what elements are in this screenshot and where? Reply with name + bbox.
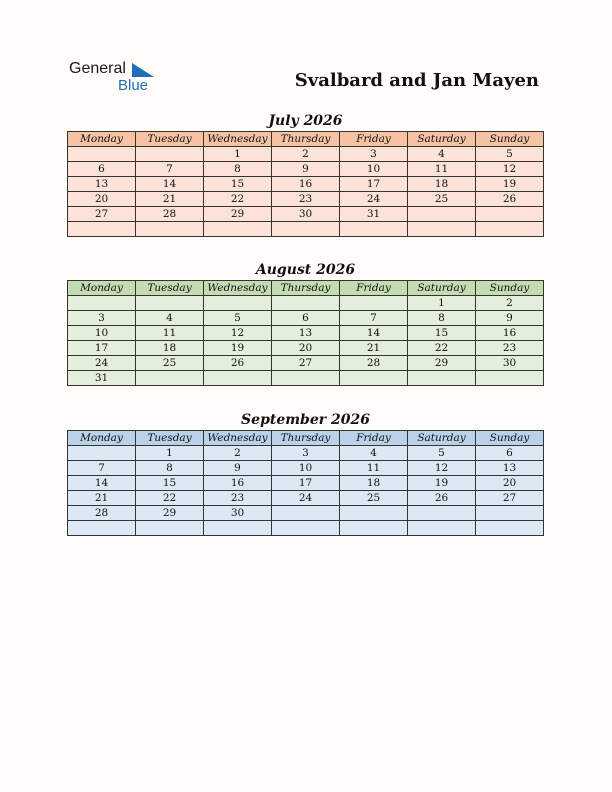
day-cell (408, 371, 476, 386)
day-cell: 11 (408, 162, 476, 177)
weekday-header: Sunday (476, 431, 544, 446)
weekday-header: Wednesday (204, 132, 272, 147)
day-cell: 1 (204, 147, 272, 162)
day-cell: 25 (408, 192, 476, 207)
month-september (67, 410, 544, 536)
day-cell: 6 (272, 311, 340, 326)
logo-text-blue: Blue (118, 77, 149, 94)
day-cell: 18 (340, 476, 408, 491)
logo (69, 60, 159, 96)
day-cell: 14 (340, 326, 408, 341)
day-cell: 28 (136, 207, 204, 222)
weekday-header: Wednesday (204, 281, 272, 296)
day-cell: 20 (68, 192, 136, 207)
day-cell (476, 521, 544, 536)
day-cell: 29 (136, 506, 204, 521)
weekday-header: Sunday (476, 132, 544, 147)
day-cell (136, 521, 204, 536)
day-cell: 7 (340, 311, 408, 326)
day-cell: 26 (476, 192, 544, 207)
day-cell: 15 (408, 326, 476, 341)
day-cell: 15 (204, 177, 272, 192)
weekday-header-row (68, 281, 544, 296)
month-august (67, 260, 544, 386)
day-cell: 12 (476, 162, 544, 177)
day-cell: 7 (68, 461, 136, 476)
day-cell: 17 (68, 341, 136, 356)
month-title: September 2026 (241, 412, 370, 428)
day-cell: 13 (272, 326, 340, 341)
day-cell: 23 (204, 491, 272, 506)
day-cell: 17 (340, 177, 408, 192)
day-cell (204, 371, 272, 386)
day-cell (136, 371, 204, 386)
day-cell: 3 (340, 147, 408, 162)
day-cell (68, 147, 136, 162)
day-cell (408, 207, 476, 222)
day-cell: 22 (204, 192, 272, 207)
day-cell (136, 147, 204, 162)
day-cell: 29 (204, 207, 272, 222)
day-cell (136, 296, 204, 311)
weekday-header: Friday (340, 431, 408, 446)
day-cell: 19 (204, 341, 272, 356)
day-cell (272, 222, 340, 237)
day-cell: 10 (272, 461, 340, 476)
day-cell: 28 (340, 356, 408, 371)
day-cell: 3 (68, 311, 136, 326)
day-cell: 1 (408, 296, 476, 311)
weekday-header: Tuesday (136, 132, 204, 147)
weekday-header: Wednesday (204, 431, 272, 446)
day-cell: 10 (340, 162, 408, 177)
day-cell: 10 (68, 326, 136, 341)
week-row (68, 446, 544, 461)
day-cell: 21 (340, 341, 408, 356)
week-row (68, 356, 544, 371)
day-cell: 30 (476, 356, 544, 371)
day-cell: 27 (476, 491, 544, 506)
day-cell: 5 (476, 147, 544, 162)
weekday-header: Thursday (272, 431, 340, 446)
day-cell: 6 (68, 162, 136, 177)
day-cell: 9 (476, 311, 544, 326)
day-cell (68, 521, 136, 536)
day-cell: 23 (476, 341, 544, 356)
day-cell: 18 (408, 177, 476, 192)
day-cell: 9 (204, 461, 272, 476)
day-cell: 20 (272, 341, 340, 356)
calendar-grid (67, 430, 544, 536)
day-cell: 25 (340, 491, 408, 506)
day-cell (68, 446, 136, 461)
day-cell (340, 506, 408, 521)
weekday-header-row (68, 132, 544, 147)
day-cell: 22 (136, 491, 204, 506)
day-cell (408, 506, 476, 521)
week-row (68, 371, 544, 386)
day-cell: 4 (136, 311, 204, 326)
day-cell: 9 (272, 162, 340, 177)
calendar-grid (67, 131, 544, 237)
week-row (68, 341, 544, 356)
day-cell: 16 (272, 177, 340, 192)
day-cell: 12 (204, 326, 272, 341)
day-cell (476, 222, 544, 237)
day-cell: 26 (204, 356, 272, 371)
day-cell: 22 (408, 341, 476, 356)
weekday-header: Thursday (272, 132, 340, 147)
day-cell: 15 (136, 476, 204, 491)
day-cell: 3 (272, 446, 340, 461)
day-cell: 21 (68, 491, 136, 506)
day-cell (340, 296, 408, 311)
day-cell: 16 (476, 326, 544, 341)
weekday-header-row (68, 431, 544, 446)
weekday-header: Saturday (408, 281, 476, 296)
day-cell: 29 (408, 356, 476, 371)
country-title: Svalbard and Jan Mayen (294, 70, 539, 91)
day-cell: 12 (408, 461, 476, 476)
day-cell: 25 (136, 356, 204, 371)
day-cell: 5 (204, 311, 272, 326)
day-cell (204, 222, 272, 237)
day-cell: 30 (272, 207, 340, 222)
day-cell: 2 (476, 296, 544, 311)
day-cell: 20 (476, 476, 544, 491)
day-cell: 19 (476, 177, 544, 192)
logo-triangle-icon (132, 63, 154, 77)
day-cell: 28 (68, 506, 136, 521)
weekday-header: Friday (340, 281, 408, 296)
day-cell: 1 (136, 446, 204, 461)
day-cell: 2 (272, 147, 340, 162)
day-cell (408, 521, 476, 536)
day-cell: 24 (272, 491, 340, 506)
weekday-header: Tuesday (136, 431, 204, 446)
day-cell (476, 506, 544, 521)
day-cell: 30 (204, 506, 272, 521)
day-cell: 4 (340, 446, 408, 461)
weekday-header: Friday (340, 132, 408, 147)
day-cell: 24 (68, 356, 136, 371)
day-cell (272, 296, 340, 311)
day-cell: 19 (408, 476, 476, 491)
weekday-header: Thursday (272, 281, 340, 296)
day-cell (68, 296, 136, 311)
day-cell (476, 371, 544, 386)
day-cell: 11 (136, 326, 204, 341)
day-cell: 4 (408, 147, 476, 162)
day-cell (476, 207, 544, 222)
day-cell: 31 (340, 207, 408, 222)
day-cell: 8 (204, 162, 272, 177)
week-row (68, 521, 544, 536)
day-cell (204, 296, 272, 311)
day-cell (136, 222, 204, 237)
weekday-header: Sunday (476, 281, 544, 296)
week-row (68, 476, 544, 491)
week-row (68, 147, 544, 162)
week-row (68, 461, 544, 476)
day-cell: 17 (272, 476, 340, 491)
week-row (68, 177, 544, 192)
day-cell: 24 (340, 192, 408, 207)
week-row (68, 162, 544, 177)
week-row (68, 506, 544, 521)
day-cell: 6 (476, 446, 544, 461)
weekday-header: Saturday (408, 132, 476, 147)
day-cell: 7 (136, 162, 204, 177)
day-cell (68, 222, 136, 237)
day-cell: 27 (68, 207, 136, 222)
day-cell (272, 371, 340, 386)
day-cell: 11 (340, 461, 408, 476)
day-cell: 14 (68, 476, 136, 491)
weekday-header: Monday (68, 132, 136, 147)
week-row (68, 311, 544, 326)
day-cell: 2 (204, 446, 272, 461)
calendar-grid (67, 280, 544, 386)
week-row (68, 222, 544, 237)
day-cell (272, 521, 340, 536)
day-cell: 14 (136, 177, 204, 192)
day-cell: 21 (136, 192, 204, 207)
day-cell (204, 521, 272, 536)
day-cell: 8 (136, 461, 204, 476)
weekday-header: Saturday (408, 431, 476, 446)
day-cell (340, 222, 408, 237)
day-cell (408, 222, 476, 237)
week-row (68, 207, 544, 222)
day-cell: 5 (408, 446, 476, 461)
month-title: July 2026 (268, 113, 343, 129)
day-cell (340, 371, 408, 386)
weekday-header: Monday (68, 431, 136, 446)
week-row (68, 192, 544, 207)
day-cell: 13 (476, 461, 544, 476)
day-cell: 26 (408, 491, 476, 506)
week-row (68, 326, 544, 341)
week-row (68, 491, 544, 506)
day-cell: 13 (68, 177, 136, 192)
weekday-header: Tuesday (136, 281, 204, 296)
week-row (68, 296, 544, 311)
day-cell: 27 (272, 356, 340, 371)
day-cell: 31 (68, 371, 136, 386)
month-title: August 2026 (255, 262, 356, 278)
day-cell: 18 (136, 341, 204, 356)
logo-text-general: General (69, 60, 126, 77)
day-cell: 16 (204, 476, 272, 491)
weekday-header: Monday (68, 281, 136, 296)
month-july (67, 111, 544, 237)
day-cell: 8 (408, 311, 476, 326)
day-cell (272, 506, 340, 521)
day-cell: 23 (272, 192, 340, 207)
day-cell (340, 521, 408, 536)
